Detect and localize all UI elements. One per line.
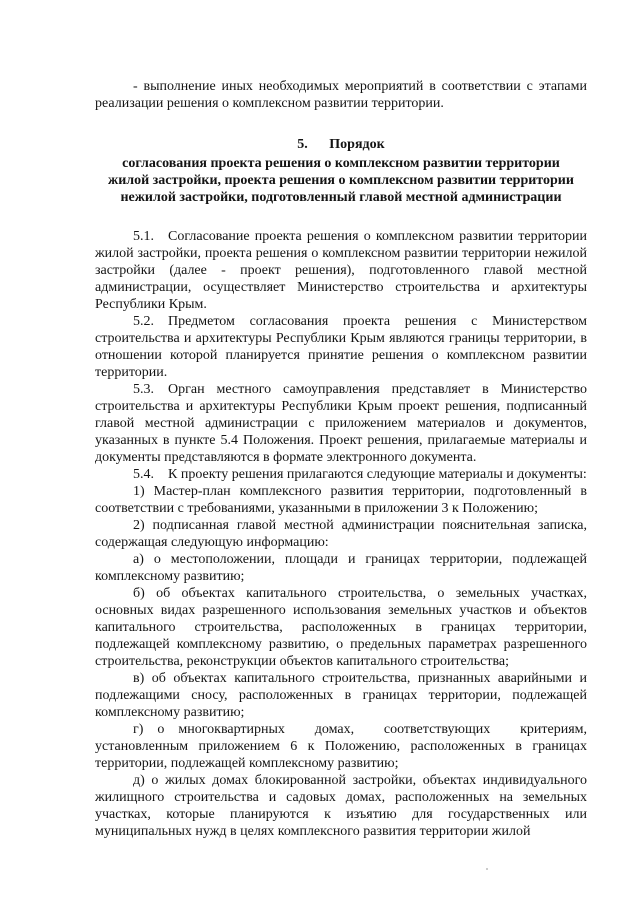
document-page: [95, 78, 587, 840]
list-item-1: 1) Мастер-план комплексного развития территории, подготовленный в соответствии с требованиями, указанными в приложении 3 к Положению;: [95, 484, 587, 516]
list-item-g: г) о многоквартирных домах, соответствующих критериям, установленным приложением 6 к Положению, расположенных в границах территории, подлежащей комплексному развитию;: [95, 722, 587, 771]
paragraph-5-2: 5.2. Предметом согласования проекта решения с Министерством строительства и архитектуры Республики Крым являются границы территории, в отношении которой планируется принятие решения о комплексном развитии территории.: [95, 314, 587, 380]
section-number: 5.: [297, 137, 308, 152]
list-item-v: в) об объектах капитального строительства, признанных аварийными и подлежащими сносу, расположенных в границах территории, подлежащей комплексному развитию;: [95, 671, 587, 720]
section-title: Порядок: [329, 137, 385, 152]
section-subtitle: согласования проекта решения о комплексном развитии территории жилой застройки, проекта решения о комплексном развитии территории нежилой застройки, подготовленный главой местной администрации: [108, 156, 574, 205]
list-item-b: б) об объектах капитального строительства, о земельных участках, основных видах разрешенного использования земельных участков и объектов капитального строительства, расположенных в границах территории, подлежащей комплексному развитию, о предельных параметрах разрешенного строительства, реконструкции объектов капитального строительства;: [95, 586, 587, 669]
list-item-d: д) о жилых домах блокированной застройки, объектах индивидуального жилищного строительства и садовых домах, расположенных на земельных участках, которые планируются к изъятию для государственных или муниципальных нужд в целях комплексного развития территории жилой: [95, 773, 587, 839]
scan-speck: [486, 868, 488, 870]
list-item-2: 2) подписанная главой местной администрации пояснительная записка, содержащая следующую информацию:: [95, 518, 587, 550]
paragraph-5-4: 5.4. К проекту решения прилагаются следующие материалы и документы:: [133, 467, 587, 482]
paragraph-5-1: 5.1. Согласование проекта решения о комплексном развитии территории жилой застройки, проекта решения о комплексном развитии территории нежилой застройки (далее - проект решения), подготовленного главой местной администрации, осуществляет Министерство строительства и архитектуры Республики Крым.: [95, 229, 587, 312]
list-item-a: а) о местоположении, площади и границах территории, подлежащей комплексному развитию;: [95, 552, 587, 584]
section-heading: [95, 136, 587, 206]
intro-paragraph: - выполнение иных необходимых мероприятий в соответствии с этапами реализации решения о комплексном развитии территории.: [95, 79, 587, 111]
section-number-line: [95, 136, 587, 153]
paragraph-5-3: 5.3. Орган местного самоуправления представляет в Министерство строительства и архитектуры Республики Крым проект решения, подписанный главой местной администрации с приложением материалов и документов, указанных в пункте 5.4 Положения. Проект решения, прилагаемые материалы и документы представляются в формате электронного документа.: [95, 382, 587, 465]
